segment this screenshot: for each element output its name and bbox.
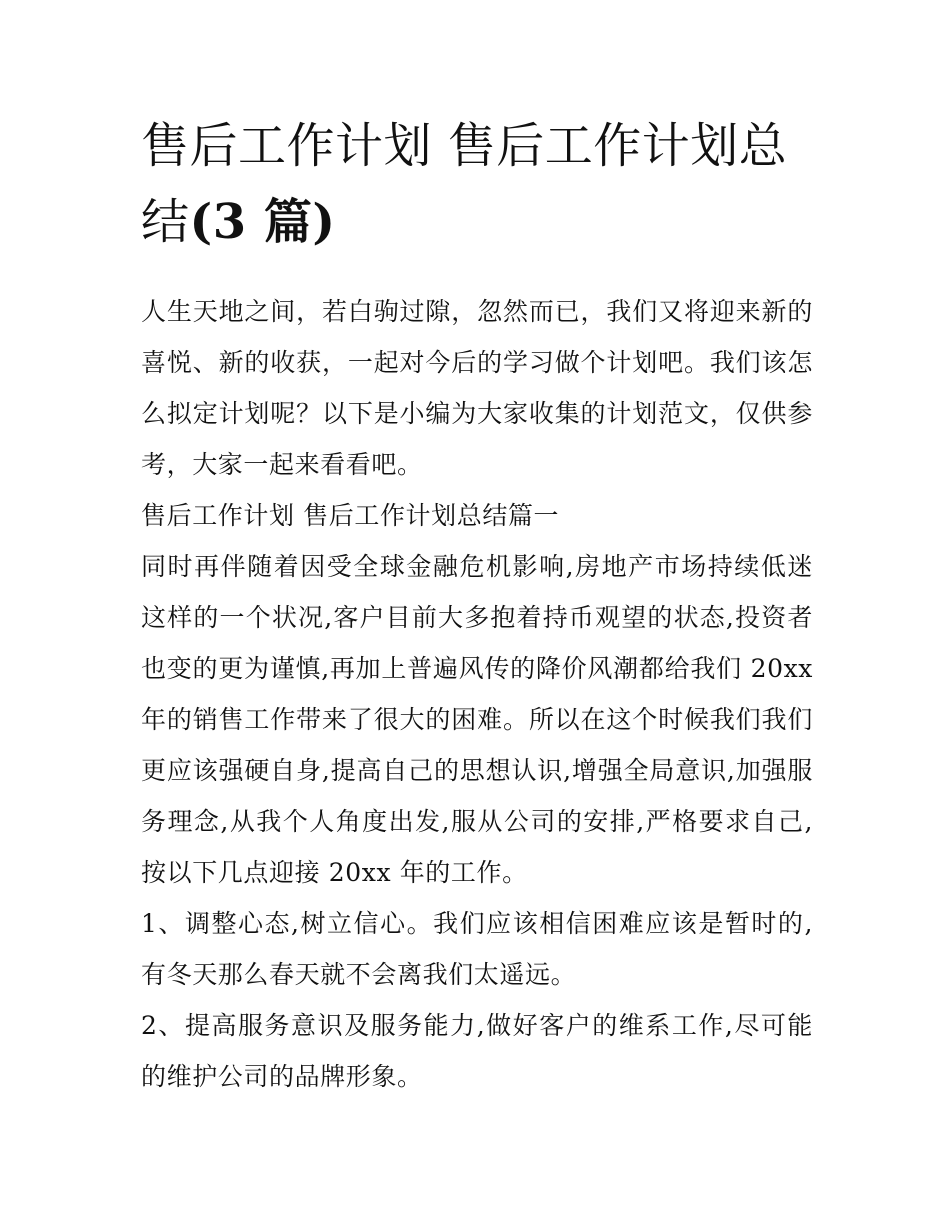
section-heading: 售后工作计划 售后工作计划总结篇一 [141, 501, 560, 530]
document-title-main: 售后工作计划 售后工作计划总结 [141, 118, 788, 250]
list-item-1: 1、调整心态,树立信心。我们应该相信困难应该是暂时的,有冬天那么春天就不会离我们太遥远。 [141, 909, 813, 989]
document-content [141, 108, 813, 1102]
document-title [141, 108, 813, 260]
list-item-2: 2、提高服务意识及服务能力,做好客户的维系工作,尽可能的维护公司的品牌形象。 [141, 1011, 813, 1091]
intro-paragraph: 人生天地之间，若白驹过隙，忽然而已，我们又将迎来新的喜悦、新的收获，一起对今后的学习做个计划吧。我们该怎么拟定计划呢？以下是小编为大家收集的计划范文，仅供参考，大家一起来看看吧。 [141, 297, 813, 479]
document-title-suffix: (3 篇) [189, 194, 336, 250]
body-paragraph: 同时再伴随着因受全球金融危机影响,房地产市场持续低迷这样的一个状况,客户目前大多抱着持币观望的状态,投资者也变的更为谨慎,再加上普遍风传的降价风潮都给我们 20xx 年的销售工作带来了很大的困难。所以在这个时候我们我们更应该强硬自身,提高自己的思想认识,增强全局意识,加强服务理念,从我个人角度出发,服从公司的安排,严格要求自己,按以下几点迎接 20xx 年的工作。 [141, 552, 813, 887]
